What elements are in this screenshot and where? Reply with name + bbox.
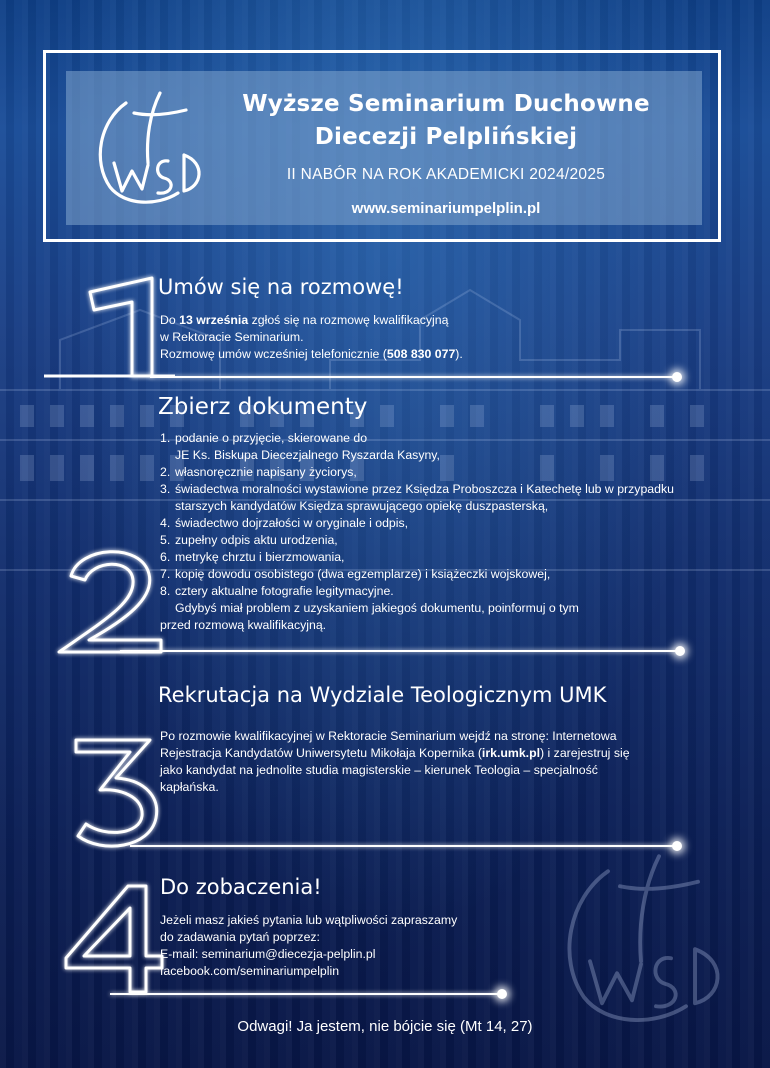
step-1-dot bbox=[672, 372, 682, 382]
document-item-number bbox=[160, 498, 175, 515]
document-item-number: 2. bbox=[160, 465, 171, 479]
document-item-text: podanie o przyjęcie, skierowane do bbox=[175, 431, 368, 445]
contact-email[interactable]: E-mail: seminarium@diecezja-pelplin.pl bbox=[160, 947, 376, 961]
document-list-item bbox=[160, 447, 750, 464]
header-frame bbox=[43, 50, 721, 242]
document-list-item bbox=[160, 549, 750, 566]
documents-list bbox=[160, 430, 750, 600]
document-item-number bbox=[160, 447, 175, 464]
wsd-cross-logo-icon bbox=[86, 83, 206, 208]
document-item-text: metrykę chrztu i bierzmowania, bbox=[175, 550, 345, 564]
bible-quote: Odwagi! Ja jestem, nie bójcie się (Mt 14, 27) bbox=[237, 1018, 533, 1035]
document-list-item bbox=[160, 583, 750, 600]
document-item-number: 5. bbox=[160, 533, 171, 547]
step-4-text: Jeżeli masz jakieś pytania lub wątpliwości zapraszamy do zadawania pytań poprzez: E-mail: seminarium@diecezja-pelplin.pl facebook.com/seminariumpelplin bbox=[160, 912, 560, 980]
deadline-date: 13 września bbox=[179, 313, 249, 327]
website-url[interactable]: www.seminariumpelplin.pl bbox=[351, 200, 541, 217]
document-item-text: świadectwa moralności wystawione przez Księdza Proboszcza i Katechetę lub w przypadku bbox=[175, 482, 674, 496]
step-1-heading: Umów się na rozmowę! bbox=[158, 275, 404, 299]
document-list-item bbox=[160, 566, 750, 583]
document-item-text: świadectwo dojrzałości w oryginale i odpis, bbox=[175, 516, 409, 530]
step-4-dot bbox=[497, 989, 507, 999]
documents-list-container bbox=[160, 430, 750, 634]
step-2-dot bbox=[675, 646, 685, 656]
document-item-text: starszych kandydatów Księdza sprawującego opiekę duszpasterską, bbox=[175, 499, 549, 513]
document-item-number: 3. bbox=[160, 482, 171, 496]
document-item-text: cztery aktualne fotografie legitymacyjne. bbox=[175, 584, 394, 598]
step-number-3-icon bbox=[66, 732, 166, 854]
document-list-item bbox=[160, 515, 750, 532]
document-list-item bbox=[160, 498, 750, 515]
step-2-line bbox=[120, 650, 680, 652]
title-line-2: Diecezji Pelplińskiej bbox=[314, 124, 578, 150]
document-item-number: 4. bbox=[160, 516, 171, 530]
document-item-text: własnoręcznie napisany życiorys, bbox=[175, 465, 357, 479]
recruitment-subtitle: II NABÓR NA ROK AKADEMICKI 2024/2025 bbox=[286, 166, 606, 183]
wsd-logo-watermark-icon bbox=[548, 835, 728, 1035]
step-1-line bbox=[150, 376, 677, 378]
document-item-text: zupełny odpis aktu urodzenia, bbox=[175, 533, 338, 547]
document-item-number: 1. bbox=[160, 431, 171, 445]
document-item-number: 8. bbox=[160, 584, 171, 598]
irk-link[interactable]: irk.umk.pl bbox=[481, 746, 541, 760]
step-4-line bbox=[110, 993, 502, 995]
document-list-item bbox=[160, 481, 750, 498]
step-3-text: Po rozmowie kwalifikacyjnej w Rektoracie Seminarium wejdź na stronę: Internetowa Rejestracja Kandydatów Uniwersytetu Mikołaja Kopernika (irk.umk.pl) i zarejestruj się jako kandydat na jednolite studia magisterskie – kierunek Teologia – specjalność kapłańska. bbox=[160, 729, 630, 794]
document-item-number: 7. bbox=[160, 567, 171, 581]
step-4-heading: Do zobaczenia! bbox=[160, 875, 322, 899]
step-1-text: Do 13 września zgłoś się na rozmowę kwalifikacyjną w Rektoracie Seminarium. Rozmowę umów wcześniej telefonicznie (508 830 077). bbox=[160, 313, 463, 361]
document-list-item bbox=[160, 464, 750, 481]
phone-number[interactable]: 508 830 077 bbox=[386, 347, 456, 361]
title-line-1: Wyższe Seminarium Duchowne bbox=[242, 91, 650, 117]
facebook-link[interactable]: facebook.com/seminariumpelplin bbox=[160, 964, 340, 978]
documents-note-line-2: przed rozmową kwalifikacyjną. bbox=[160, 618, 327, 632]
documents-note-line-1: Gdybyś miał problem z uzyskaniem jakiegoś dokumentu, poinformuj o tym bbox=[175, 601, 579, 615]
document-item-text: JE Ks. Biskupa Diecezjalnego Ryszarda Kasyny, bbox=[175, 448, 440, 462]
document-list-item bbox=[160, 430, 750, 447]
document-item-text: kopię dowodu osobistego (dwa egzemplarze) i książeczki wojskowej, bbox=[175, 567, 551, 581]
step-2-heading: Zbierz dokumenty bbox=[158, 394, 368, 420]
document-list-item bbox=[160, 532, 750, 549]
document-item-number: 6. bbox=[160, 550, 171, 564]
step-3-heading: Rekrutacja na Wydziale Teologicznym UMK bbox=[158, 683, 607, 707]
